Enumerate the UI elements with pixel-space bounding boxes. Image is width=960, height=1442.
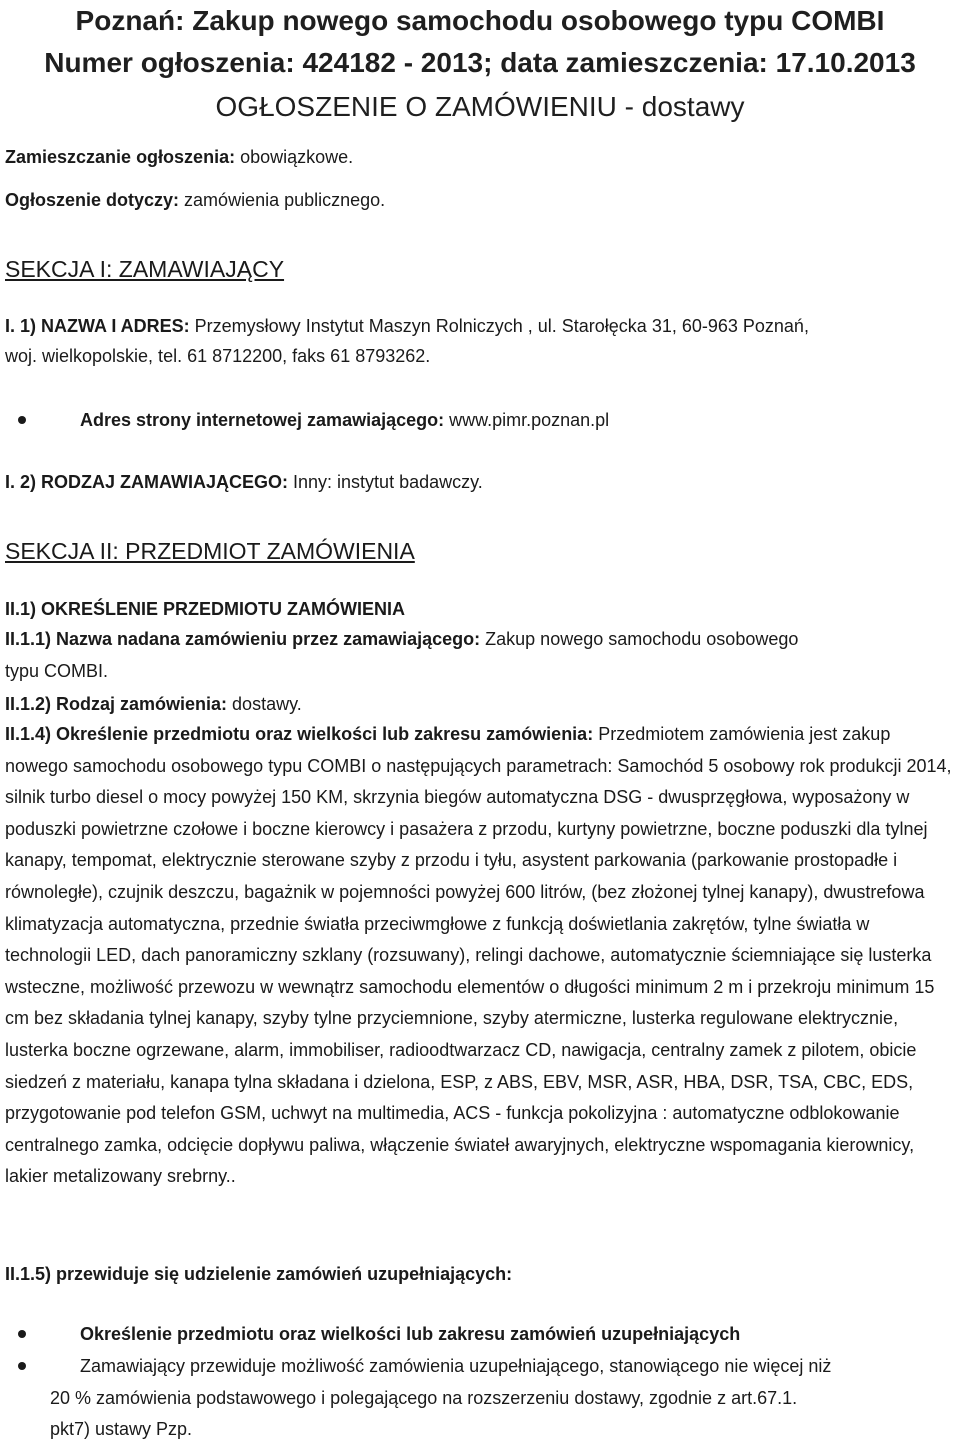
subject-description <box>5 719 955 1193</box>
bullet-icon <box>18 1330 26 1338</box>
bullet-icon <box>18 1362 26 1370</box>
placement-value: obowiązkowe. <box>235 147 354 167</box>
order-name-line1 <box>5 627 798 651</box>
order-name-value: Zakup nowego samochodu osobowego <box>480 629 799 649</box>
concerns-value: zamówienia publicznego. <box>179 190 386 210</box>
supplementary-bullet1: Określenie przedmiotu oraz wielkości lub zakresu zamówień uzupełniających <box>80 1324 741 1344</box>
supplementary-bullet2-line3: pkt7) ustawy Pzp. <box>50 1419 193 1439</box>
supplementary-orders-label: II.1.5) przewiduje się udzielenie zamówień uzupełniających: <box>5 1264 513 1284</box>
placement-label: Zamieszczanie ogłoszenia: <box>5 147 236 167</box>
authority-type-line <box>5 470 483 494</box>
concerns-label: Ogłoszenie dotyczy: <box>5 190 180 210</box>
authority-type-label: I. 2) RODZAJ ZAMAWIAJĄCEGO: <box>5 472 289 492</box>
name-address-label: I. 1) NAZWA I ADRES: <box>5 316 190 336</box>
concerns-line <box>5 188 385 212</box>
order-kind-label: II.1.2) Rodzaj zamówienia: <box>5 694 228 714</box>
website-value: www.pimr.poznan.pl <box>444 410 610 430</box>
order-kind-value: dostawy. <box>227 694 302 714</box>
section1-heading: SEKCJA I: ZAMAWIAJĄCY <box>5 256 285 282</box>
placement-line <box>5 145 353 169</box>
website-line <box>80 408 609 432</box>
document-title-line1: Poznań: Zakup nowego samochodu osobowego typu COMBI <box>75 5 885 36</box>
supplementary-bullet2-line2: 20 % zamówienia podstawowego i polegającego na rozszerzeniu dostawy, zgodnie z art.67.1. <box>50 1388 798 1408</box>
website-label: Adres strony internetowej zamawiającego: <box>80 410 445 430</box>
name-address-line1 <box>5 314 809 338</box>
order-name-label: II.1.1) Nazwa nadana zamówieniu przez zamawiającego: <box>5 629 481 649</box>
document-subtitle: OGŁOSZENIE O ZAMÓWIENIU - dostawy <box>215 91 745 122</box>
document-title-line2: Numer ogłoszenia: 424182 - 2013; data zamieszczenia: 17.10.2013 <box>44 47 916 78</box>
order-name-line2: typu COMBI. <box>5 661 109 681</box>
subject-description-label: II.1.4) Określenie przedmiotu oraz wielkości lub zakresu zamówienia: <box>5 724 594 744</box>
authority-type-value: Inny: instytut badawczy. <box>288 472 483 492</box>
name-address-value: Przemysłowy Instytut Maszyn Rolniczych , ul. Starołęcka 31, 60-963 Poznań, <box>189 316 809 336</box>
section2-heading: SEKCJA II: PRZEDMIOT ZAMÓWIENIA <box>5 538 415 564</box>
subject-description-value: Przedmiotem zamówienia jest zakup nowego samochodu osobowego typu COMBI o następujących parametrach: Samochód 5 osobowy rok produkcji 2014, silnik turbo diesel o mocy powyżej 150 KM, skrzynia biegów automatyczna DSG - dwusprzęgłowa, wyposażony w poduszki powietrzne czołowe i boczne kierowcy i pasażera z przodu, kurtyny powietrzne, boczne poduszki dla tylnej kanapy, tempomat, elektrycznie sterowane szyby z przodu i tyłu, asystent parkowania (parkowanie prostopadłe i równoległe), czujnik deszczu, bagażnik w pojemności powyżej 600 litrów, (bez złożonej tylnej kanapy), dwustrefowa klimatyzacja automatyczna, przednie światła przeciwmgłowe z funkcją doświetlania zakrętów, tylne światła w technologii LED, dach panoramiczny szklany (rozsuwany), relingi dachowe, automatycznie ściemniające się lusterka wsteczne, możliwość przewozu w wewnątrz samochodu elementów o długości minimum 2 m i przekroju minimum 15 cm bez składania tylnej kanapy, szyby tylne przyciemnione, szyby atermiczne, lusterka regulowane elektrycznie, lusterka boczne ogrzewane, alarm, immobiliser, radioodtwarzacz CD, nawigacja, centralny zamek z pilotem, obicie siedzeń z materiału, kanapa tylna składana i dzielona, ESP, z ABS, EBV, MSR, ASR, HBA, DSR, TSA, CBC, EDS, przygotowanie pod telefon GSM, uchwyt na multimedia, ACS - funkcja pokolizyjna : automatyczne odblokowanie centralnego zamka, odcięcie dopływu paliwa, włączenie świateł awaryjnych, elektryczne wspomagania kierownicy, lakier metalizowany srebrny.. <box>5 724 952 1187</box>
bullet-icon <box>18 416 26 424</box>
supplementary-bullet2-line1: Zamawiający przewiduje możliwość zamówienia uzupełniającego, stanowiącego nie więcej niż <box>80 1356 832 1376</box>
name-address-line2: woj. wielkopolskie, tel. 61 8712200, faks 61 8793262. <box>5 346 431 366</box>
subject-definition-heading: II.1) OKREŚLENIE PRZEDMIOTU ZAMÓWIENIA <box>5 599 406 619</box>
order-kind-line <box>5 692 302 716</box>
